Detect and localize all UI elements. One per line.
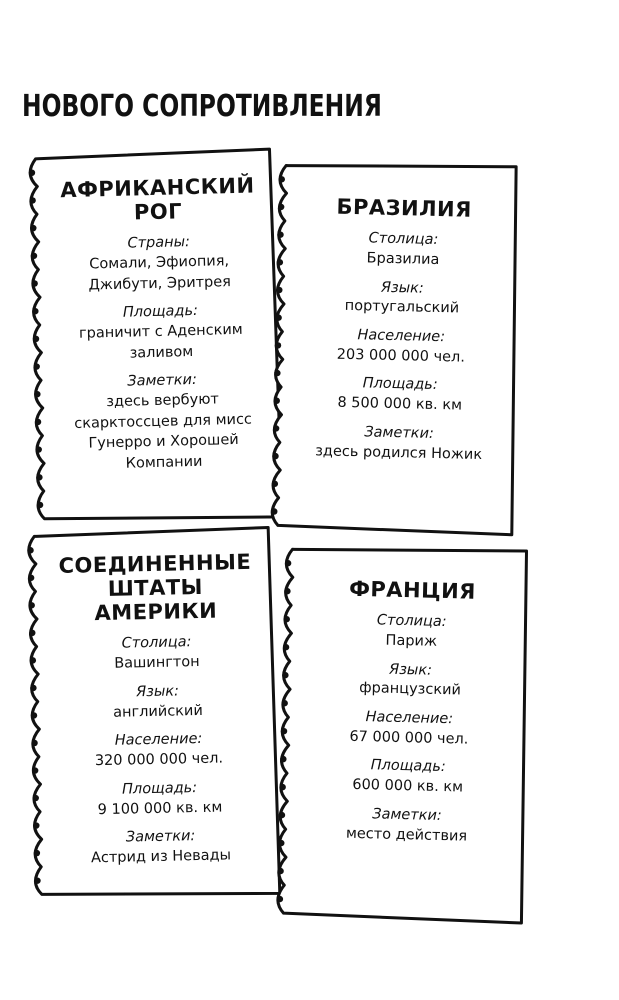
- card-horn-of-africa: [23, 147, 282, 525]
- field-label: Заметки:: [125, 828, 196, 846]
- card-title-line: ФРАНЦИЯ: [348, 576, 477, 604]
- field-value: Вашингтон: [114, 654, 200, 673]
- card-field: [300, 325, 503, 369]
- field-value: португальский: [344, 298, 460, 317]
- card-usa: [22, 525, 280, 900]
- field-label: Столица:: [121, 634, 192, 653]
- card-field: [54, 729, 263, 773]
- field-label: Заметки:: [364, 424, 435, 442]
- card-title-line: БРАЗИЛИЯ: [336, 194, 473, 222]
- card-field: [302, 228, 505, 272]
- field-value: 320 000 000 чел.: [94, 750, 224, 770]
- card-title: [303, 194, 505, 223]
- field-label: Площадь:: [122, 303, 199, 322]
- card-title-line: РОГ: [133, 199, 183, 225]
- field-label: Население:: [357, 327, 446, 346]
- card-field: [304, 755, 511, 799]
- field-value: скарктоссцев для мисс: [74, 411, 253, 432]
- field-value: французский: [359, 680, 462, 699]
- card-field: [56, 826, 265, 870]
- card-field: [297, 422, 500, 466]
- field-value: заливом: [129, 343, 194, 362]
- field-label: Язык:: [135, 683, 180, 701]
- field-label: Площадь:: [370, 757, 446, 776]
- card-field: [299, 373, 502, 417]
- card-field: [53, 681, 262, 725]
- field-value: Сомали, Эфиопия,: [89, 253, 230, 273]
- card-brazil: [266, 159, 520, 536]
- field-value: английский: [112, 702, 203, 721]
- field-label: Столица:: [376, 612, 447, 631]
- field-value: 8 500 000 кв. км: [337, 395, 463, 414]
- card-title-line: АФРИКАНСКИЙ: [59, 173, 255, 203]
- field-value: 9 100 000 кв. км: [97, 799, 223, 818]
- card-content: [54, 165, 268, 484]
- field-value: 67 000 000 чел.: [349, 728, 469, 748]
- field-label: Язык:: [388, 661, 433, 679]
- card-france: [271, 543, 530, 925]
- card-field: [306, 707, 513, 751]
- card-field: [301, 276, 504, 320]
- field-label: Площадь:: [121, 779, 198, 798]
- card-field: [55, 777, 264, 821]
- card-field: [56, 232, 263, 297]
- field-value: граничит с Аденским: [78, 321, 243, 342]
- field-value: Астрид из Невады: [90, 847, 232, 867]
- card-field: [303, 803, 510, 847]
- card-content: [297, 184, 505, 475]
- field-label: Страны:: [127, 234, 191, 252]
- field-label: Язык:: [380, 279, 424, 297]
- card-title: [309, 576, 516, 605]
- field-label: Население:: [365, 709, 454, 728]
- card-title: [54, 173, 261, 226]
- card-field: [59, 370, 267, 476]
- field-label: Заметки:: [127, 372, 198, 390]
- field-value: здесь вербуют: [106, 391, 220, 411]
- field-value: место действия: [345, 825, 468, 845]
- field-value: 600 000 кв. км: [352, 777, 464, 796]
- field-label: Заметки:: [372, 806, 442, 824]
- field-value: 203 000 000 чел.: [336, 346, 466, 366]
- card-field: [57, 301, 264, 366]
- card-content: [303, 566, 516, 857]
- card-field: [307, 658, 514, 702]
- card-title: [51, 550, 260, 627]
- field-value: Бразилиа: [366, 250, 440, 269]
- field-value: Компании: [125, 453, 203, 472]
- field-value: здесь родился Ножик: [315, 442, 483, 463]
- page-heading: НОВОГО СОПРОТИВЛЕНИЯ: [22, 89, 382, 124]
- field-label: Население:: [114, 731, 203, 750]
- field-value: Париж: [385, 632, 438, 650]
- field-value: Гунерро и Хорошей: [88, 432, 239, 452]
- field-label: Столица:: [368, 230, 439, 249]
- card-field: [52, 632, 261, 676]
- card-content: [50, 542, 265, 879]
- card-title-line: ШТАТЫ АМЕРИКИ: [94, 575, 218, 626]
- card-field: [308, 610, 515, 654]
- card-title-line: СОЕДИНЕННЫЕ: [58, 549, 252, 578]
- field-value: Джибути, Эритрея: [88, 273, 232, 294]
- field-label: Площадь:: [362, 375, 438, 394]
